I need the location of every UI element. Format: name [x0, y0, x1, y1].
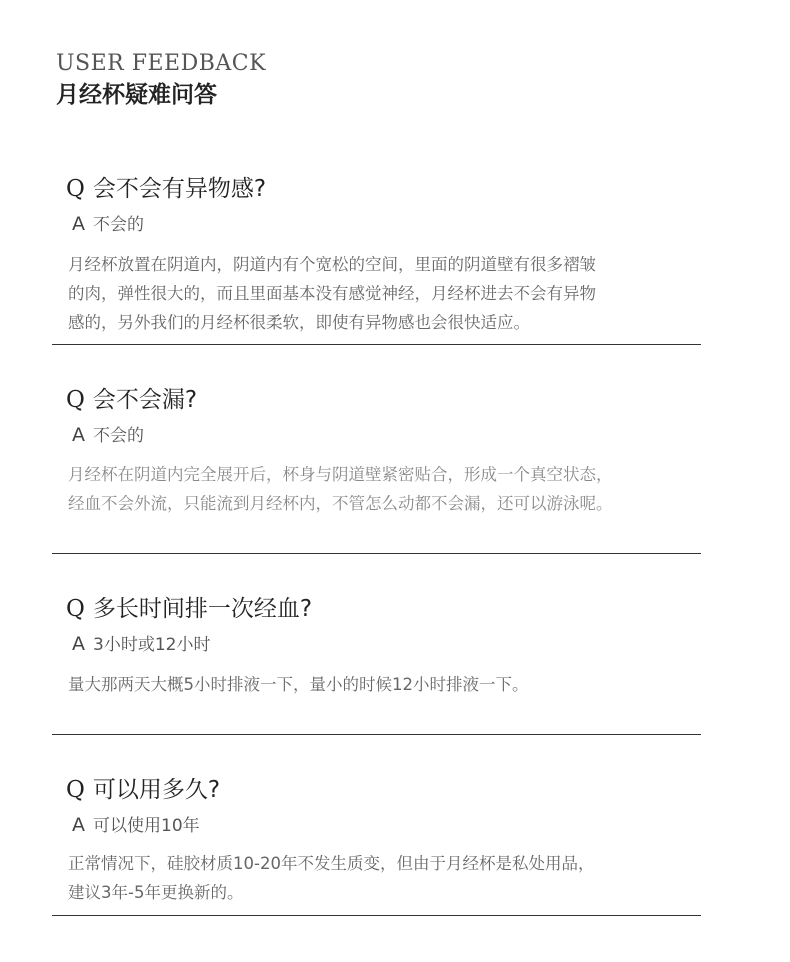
- body-line: 量大那两天大概5小时排液一下，量小的时候12小时排液一下。: [68, 675, 529, 694]
- header-cn-title: 月经杯疑难问答: [56, 82, 217, 108]
- faq-answer: [72, 632, 210, 657]
- divider: [52, 915, 701, 916]
- answer-mark-label: A: [72, 633, 85, 655]
- body-line: 建议3年-5年更换新的。: [68, 883, 244, 902]
- faq-answer: [72, 813, 200, 838]
- faq-body: [68, 250, 698, 337]
- faq-question: [66, 594, 312, 624]
- body-line: 月经杯放置在阴道内，阴道内有个宽松的空间，里面的阴道壁有很多褶皱: [68, 255, 596, 274]
- question-mark-label: Q: [66, 387, 85, 413]
- page-header: [56, 51, 266, 111]
- faq-question: [66, 775, 220, 805]
- faq-body: [68, 460, 698, 518]
- body-line: 的肉，弹性很大的，而且里面基本没有感觉神经，月经杯进去不会有异物: [68, 284, 596, 303]
- question-mark-label: Q: [66, 176, 85, 202]
- answer-text: 不会的: [93, 215, 144, 235]
- header-en-title: USER FEEDBACK: [56, 51, 267, 76]
- question-mark-label: Q: [66, 777, 85, 803]
- body-line: 正常情况下，硅胶材质10-20年不发生质变，但由于月经杯是私处用品，: [68, 854, 595, 873]
- body-line: 月经杯在阴道内完全展开后，杯身与阴道壁紧密贴合，形成一个真空状态，: [68, 465, 613, 484]
- faq-answer: [72, 212, 144, 237]
- question-mark-label: Q: [66, 596, 85, 622]
- body-line: 感的，另外我们的月经杯很柔软，即使有异物感也会很快适应。: [68, 313, 530, 332]
- answer-mark-label: A: [72, 814, 85, 836]
- divider: [52, 553, 701, 554]
- answer-mark-label: A: [72, 213, 85, 235]
- answer-text: 不会的: [93, 426, 144, 446]
- question-text: 会不会有异物感?: [92, 176, 267, 202]
- body-line: 经血不会外流，只能流到月经杯内，不管怎么动都不会漏，还可以游泳呢。: [68, 494, 613, 513]
- faq-answer: [72, 423, 144, 448]
- answer-mark-label: A: [72, 424, 85, 446]
- faq-body: [68, 670, 698, 699]
- divider: [52, 734, 701, 735]
- divider: [52, 344, 701, 345]
- faq-body: [68, 849, 698, 907]
- answer-text: 3小时或12小时: [93, 635, 211, 655]
- answer-text: 可以使用10年: [93, 816, 200, 836]
- faq-question: [66, 174, 266, 204]
- question-text: 会不会漏?: [92, 387, 198, 413]
- question-text: 多长时间排一次经血?: [92, 596, 313, 622]
- question-text: 可以用多久?: [92, 777, 221, 803]
- faq-question: [66, 385, 197, 415]
